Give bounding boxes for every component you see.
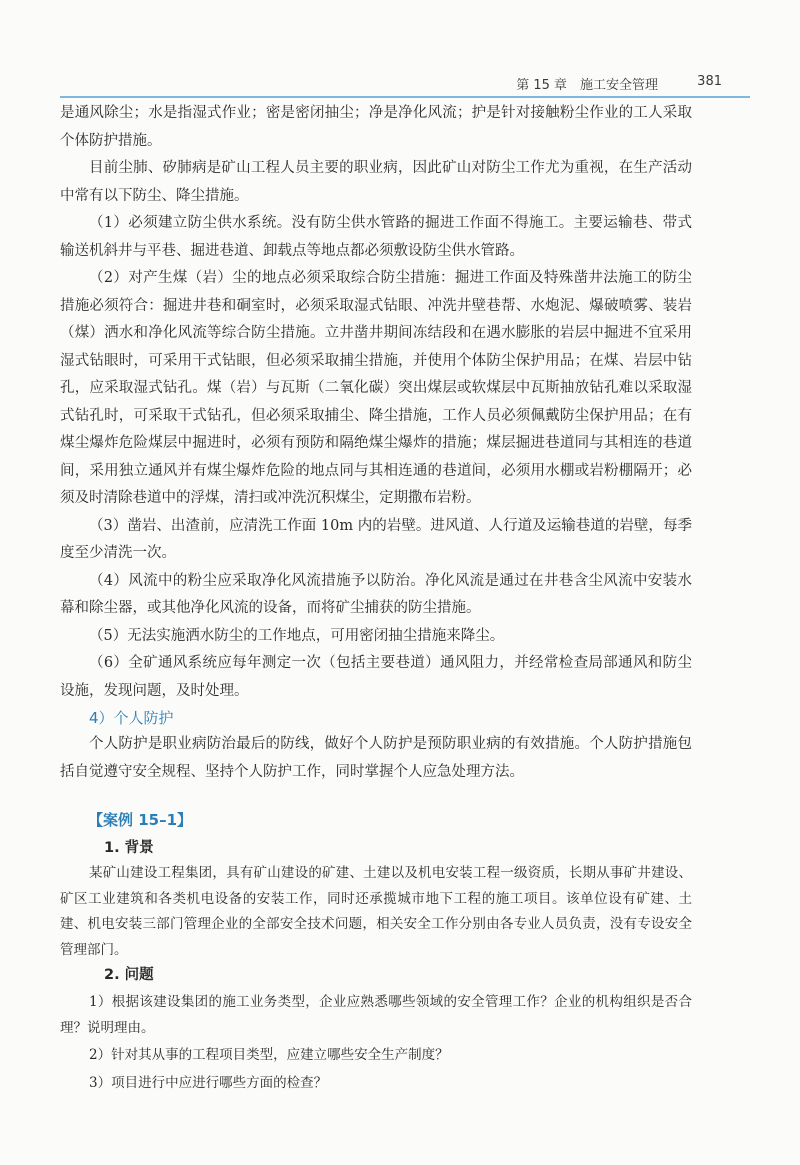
paragraph-intro: 目前尘肺、矽肺病是矿山工程人员主要的职业病，因此矿山对防尘工作尤为重视，在生产活动中常有以下防尘、降尘措施。 bbox=[60, 160, 692, 204]
measure-6: （6）全矿通风系统应每年测定一次（包括主要巷道）通风阻力，并经常检查局部通风和防尘设施，发现问题，及时处理。 bbox=[60, 655, 692, 699]
measure-3: （3）凿岩、出渣前，应清洗工作面 10m 内的岩壁。进风道、人行道及运输巷道的岩壁，每季度至少清洗一次。 bbox=[60, 517, 692, 561]
case-question-1: 1）根据该建设集团的施工业务类型，企业应熟悉哪些领域的安全管理工作？企业的机构组织是否合理？说明理由。 bbox=[60, 994, 692, 1036]
case-background-heading: 1. 背景 bbox=[104, 840, 154, 856]
case-study bbox=[60, 808, 692, 1096]
running-header bbox=[60, 68, 750, 98]
personal-protection-text: 个人防护是职业病防治最后的防线，做好个人防护是预防职业病的有效措施。个人防护措施包括自觉遵守安全规程、坚持个人防护工作，同时掌握个人应急处理方法。 bbox=[60, 736, 692, 780]
case-question-3: 3）项目进行中应进行哪些方面的检查？ bbox=[89, 1074, 328, 1091]
measure-2: （2）对产生煤（岩）尘的地点必须采取综合防尘措施：掘进工作面及特殊凿井法施工的防尘措施必须符合：掘进井巷和硐室时，必须采取湿式钻眼、冲洗井壁巷帮、水炮泥、爆破喷雾、装岩（煤）洒水和净化风流等综合防尘措施。立井凿井期间冻结段和在遇水膨胀的岩层中掘进不宜采用湿式钻眼时，可采用干式钻眼，但必须采取捕尘措施，并使用个体防尘保护用品；在煤、岩层中钻孔，应采取湿式钻孔。煤（岩）与瓦斯（二氧化碳）突出煤层或软煤层中瓦斯抽放钻孔难以采取湿式钻孔时，可采取干式钻孔，但必须采取捕尘、降尘措施，工作人员必须佩戴防尘保护用品；在有煤尘爆炸危险煤层中掘进时，必须有预防和隔绝煤尘爆炸的措施；煤层掘进巷道同与其相连的巷道间，采用独立通风并有煤尘爆炸危险的地点同与其相连通的巷道间，必须用水棚或岩粉棚隔开；必须及时清除巷道中的浮煤，清扫或冲洗沉积煤尘，定期撒布岩粉。 bbox=[60, 270, 692, 506]
measure-1: （1）必须建立防尘供水系统。没有防尘供水管路的掘进工作面不得施工。主要运输巷、带式输送机斜井与平巷、掘进巷道、卸载点等地点都必须敷设防尘供水管路。 bbox=[60, 215, 692, 259]
page-number: 381 bbox=[697, 74, 722, 89]
header-rule bbox=[60, 96, 750, 98]
paragraph-continued: 是通风除尘；水是指湿式作业；密是密闭抽尘；净是净化风流；护是针对接触粉尘作业的工人采取个体防护措施。 bbox=[60, 105, 692, 149]
chapter-title: 第 15 章 施工安全管理 bbox=[516, 78, 658, 93]
section-heading-personal-protection: 4）个人防护 bbox=[89, 709, 174, 727]
case-question-heading: 2. 问题 bbox=[104, 967, 154, 983]
case-background-text: 某矿山建设工程集团，具有矿山建设的矿建、土建以及机电安装工程一级资质，长期从事矿井建设、矿区工业建筑和各类机电设备的安装工作，同时还承揽城市地下工程的施工项目。该单位设有矿建、土建、机电安装三部门管理企业的全部安全技术问题，相关安全工作分别由各专业人员负责，没有专设安全管理部门。 bbox=[60, 865, 692, 958]
case-title: 【案例 15–1】 bbox=[88, 811, 193, 829]
case-question-2: 2）针对其从事的工程项目类型，应建立哪些安全生产制度？ bbox=[89, 1047, 449, 1063]
measure-5: （5）无法实施洒水防尘的工作地点，可用密闭抽尘措施来降尘。 bbox=[89, 627, 505, 644]
page-body bbox=[60, 100, 692, 1096]
measure-4: （4）风流中的粉尘应采取净化风流措施予以防治。净化风流是通过在井巷含尘风流中安装水幕和除尘器，或其他净化风流的设备，而将矿尘捕获的防尘措施。 bbox=[60, 572, 692, 616]
